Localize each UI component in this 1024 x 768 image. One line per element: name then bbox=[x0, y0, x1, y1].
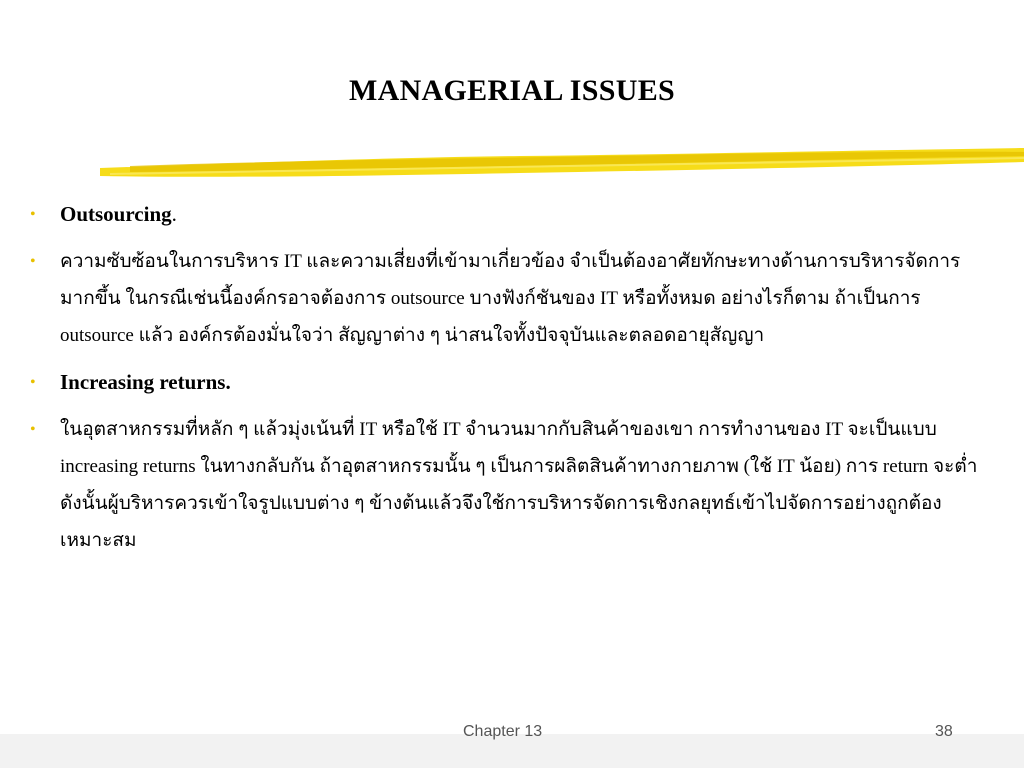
yellow-brush-stroke bbox=[100, 140, 1024, 190]
bullet-outsourcing: • Outsourcing. bbox=[30, 196, 990, 233]
bullet-dot-icon: • bbox=[30, 253, 36, 270]
bullet-outsourcing-text: • ความซับซ้อนในการบริหาร IT และความเสี่ยงที่เข้ามาเกี่ยวข้อง จำเป็นต้องอาศัยทักษะทางด้านการบริหารจัดการมากขึ้น ในกรณีเช่นนี้องค์กรอาจต้องการ outsource บางฟังก์ชันของ IT หรือทั้งหมด อย่างไรก็ตาม ถ้าเป็นการ outsource แล้ว องค์กรต้องมั่นใจว่า สัญญาต่าง ๆ น่าสนใจทั้งปัจจุบันและตลอดอายุสัญญา bbox=[30, 243, 990, 354]
bullet-dot-icon: • bbox=[30, 206, 36, 223]
footer-chapter: Chapter 13 bbox=[463, 723, 543, 740]
slide-title: MANAGERIAL ISSUES bbox=[348, 74, 676, 107]
bullet-dot-icon: • bbox=[30, 421, 36, 438]
bullet-dot-icon: • bbox=[30, 374, 36, 391]
bullet-increasing-returns-text: • ในอุตสาหกรรมที่หลัก ๆ แล้วมุ่งเน้นที่ IT หรือใช้ IT จำนวนมากกับสินค้าของเขา การทำงานของ IT จะเป็นแบบ increasing returns ในทางกลับกัน ถ้าอุตสาหกรรมนั้น ๆ เป็นการผลิตสินค้าทางกายภาพ (ใช้ IT น้อย) การ return จะต่ำ ดังนั้นผู้บริหารควรเข้าใจรูปแบบต่าง ๆ ข้างต้นแล้วจึงใช้การบริหารจัดการเชิงกลยุทธ์เข้าไปจัดการอย่างถูกต้องเหมาะสม bbox=[30, 411, 990, 559]
page-number: 38 bbox=[935, 723, 953, 740]
bullet-list bbox=[30, 196, 990, 559]
bullet-increasing-returns: • Increasing returns. bbox=[30, 364, 990, 401]
